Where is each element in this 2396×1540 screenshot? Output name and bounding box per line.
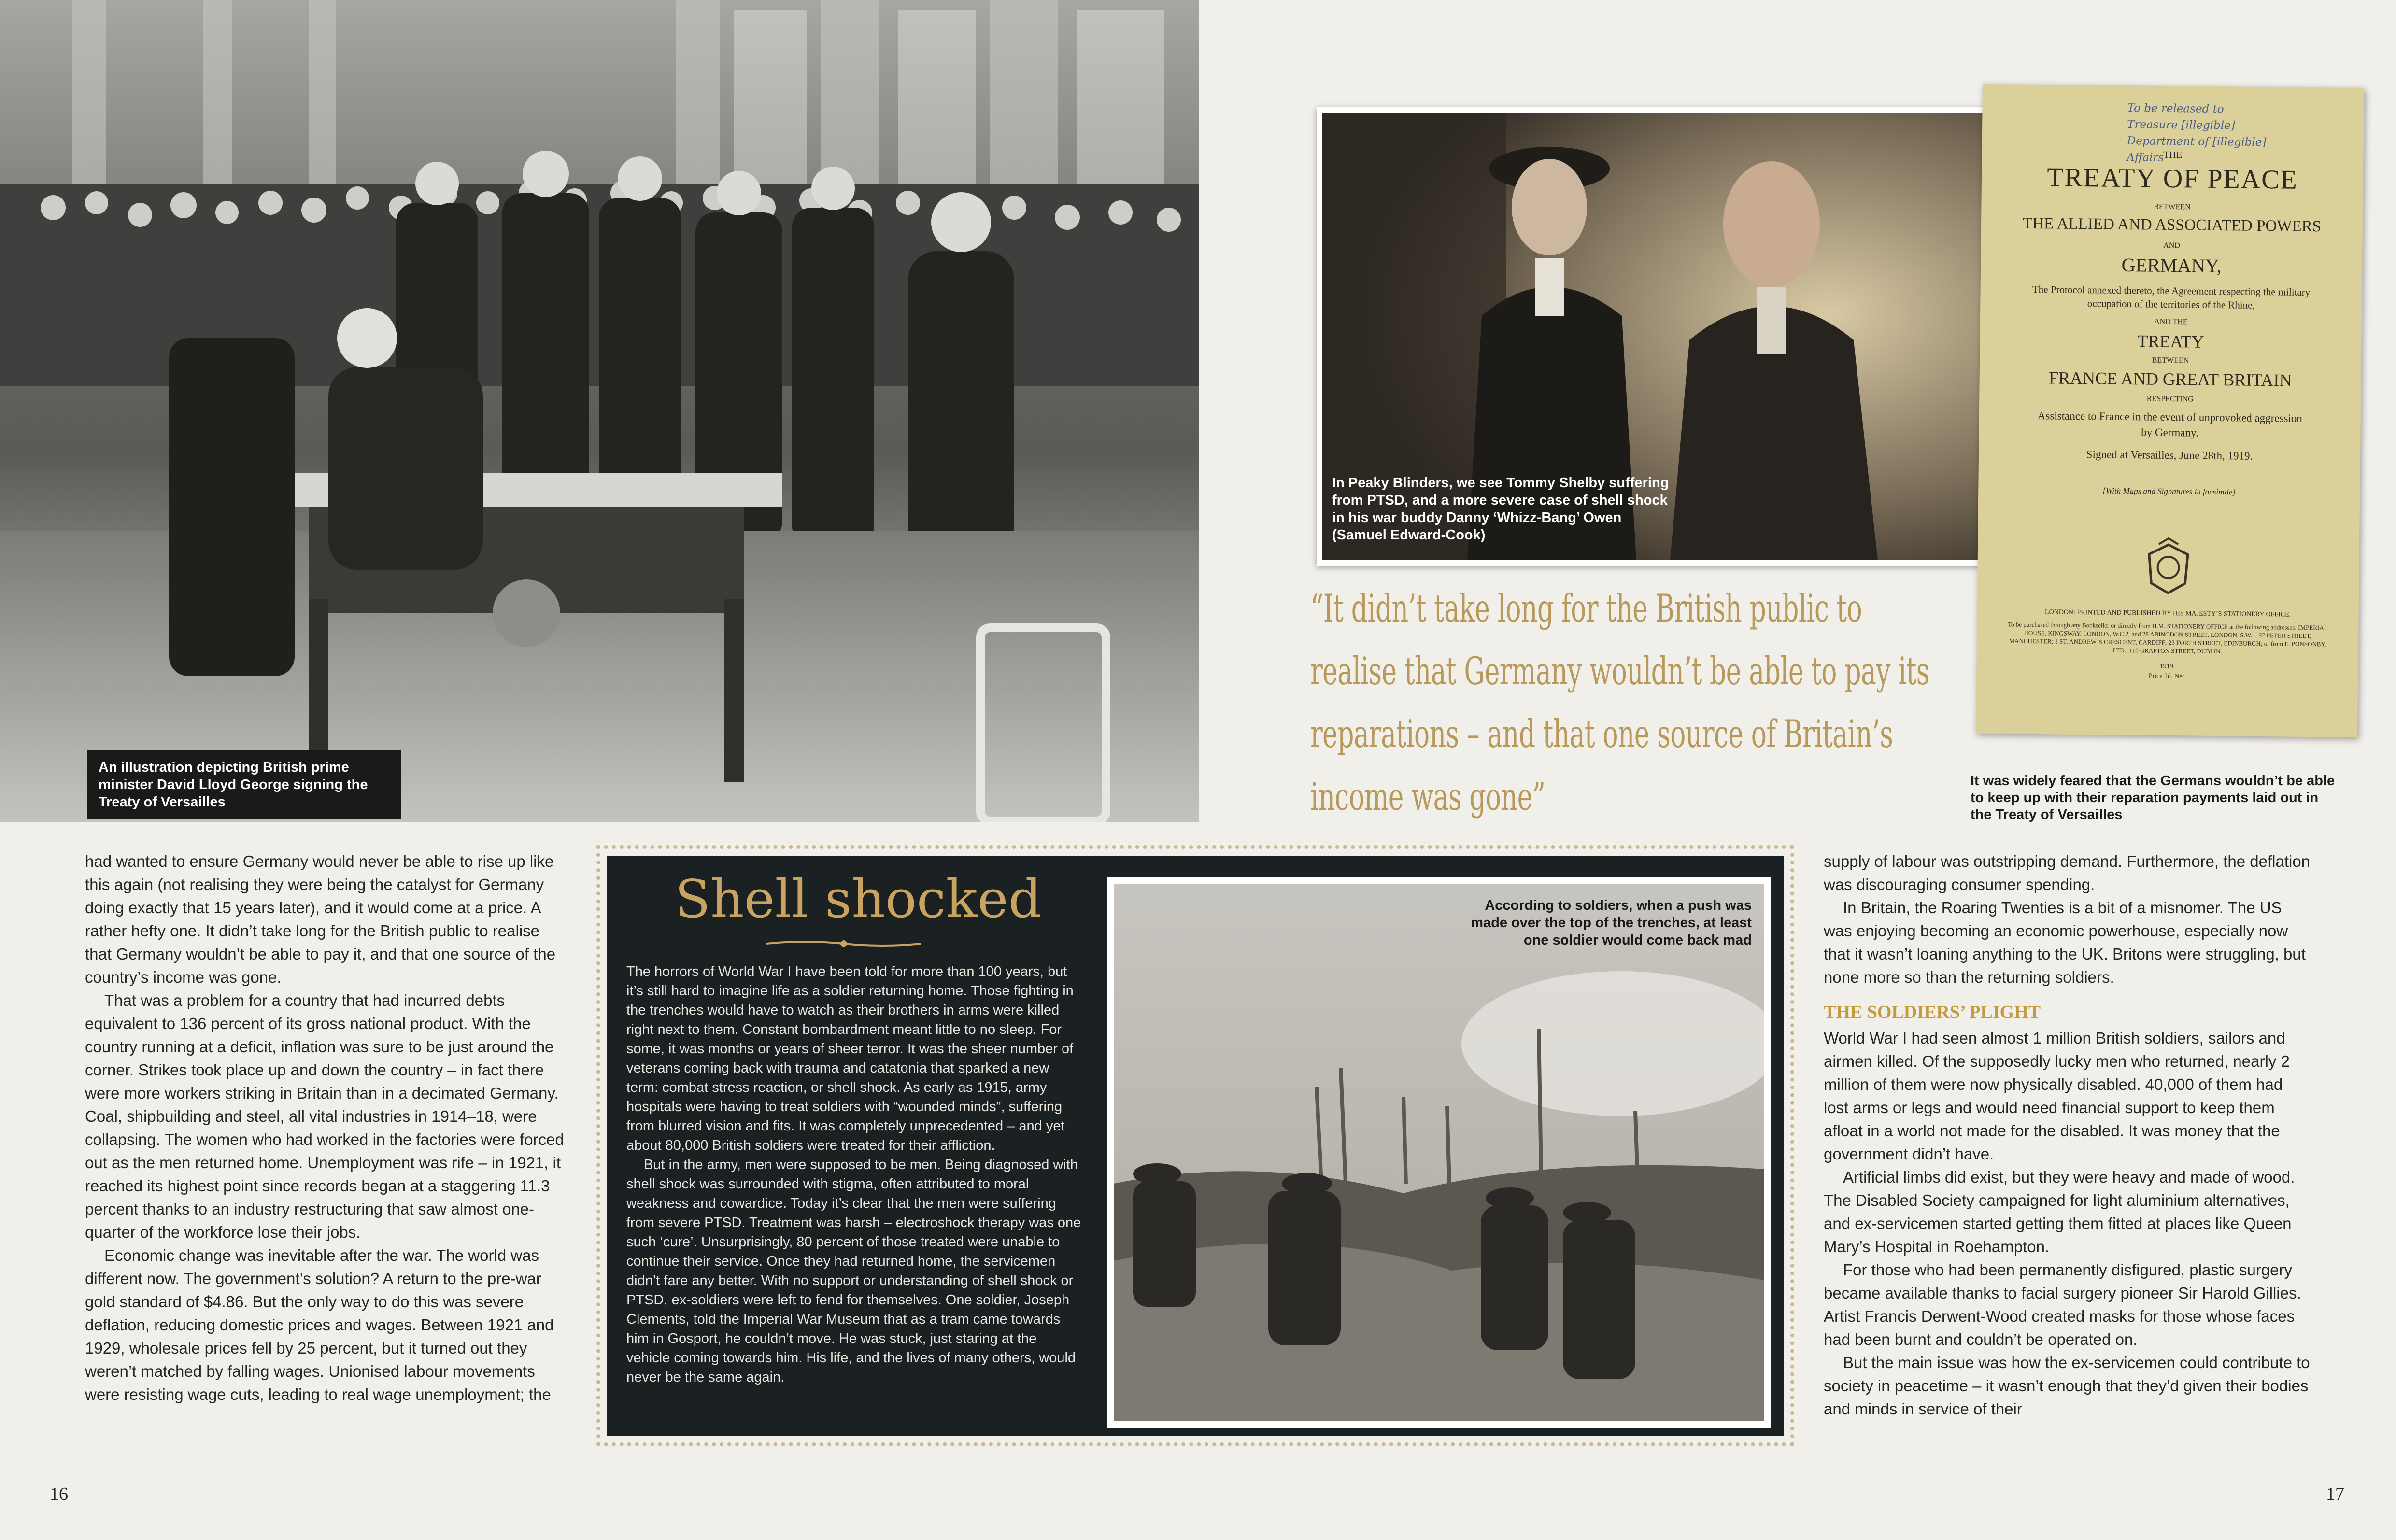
versailles-illustration [0, 0, 1199, 822]
shell-shocked-sidebar [596, 845, 1794, 1446]
royal-coat-of-arms-icon [2137, 537, 2200, 598]
sidebar-paragraph: But in the army, men were supposed to be men. Being diagnosed with shell shock was surrounded with stigma, often attributed to moral weakness and cowardice. Today it’s clear that the men were suffering from severe PTSD. Treatment was harsh – electroshock therapy was one such ‘cure’. Unsurprisingly, 80 percent of those treated were unable to continue their service. Once they had returned home, the servicemen didn’t fare any better. With no support or understanding of shell shock or PTSD, ex-soldiers were left to fend for themselves. One soldier, Joseph Clements, told the Imperial War Museum that as a tram came towards him in Gosport, he couldn’t move. He was stuck, just staring at the vehicle coming towards him. His life, and the lives of many others, would never be the same again. [626, 1157, 1081, 1385]
doc-treaty: TREATY [2137, 331, 2204, 352]
paragraph: But the main issue was how the ex-servicemen could contribute to society in peacetime – it wasn’t enough that they’d given their bodies and minds in service of their [1824, 1354, 2310, 1418]
paragraph: That was a problem for a country that had incurred debts equivalent to 136 percent of its gross national product. With the country running at a deficit, inflation was sure to be just around the corner. Strikes took place up and down the country – in fact there were more workers striking in Britain than in a decimated Germany. Coal, shipbuilding and steel, all vital industries in 1914–18, were collapsing. The women who had worked in the factories were forced out as the men returned home. Unemployment was rife – in 1921, it reached its highest point since records began at a staggering 11.3 percent thanks to an industry restructuring that saw almost one-quarter of the workforce lose their jobs. [85, 991, 564, 1241]
doc-protocol: The Protocol annexed thereto, the Agreement respecting the military occupation of the territories of the Rhine, [2032, 283, 2311, 311]
handwritten-line: To be released to [2127, 102, 2224, 116]
versailles-scene-art [0, 0, 1199, 822]
right-body-column [1824, 850, 2311, 1421]
handwritten-line: Department of [illegible] [2127, 135, 2267, 149]
pull-quote: “It didn’t take long for the British public to realise that Germany wouldn’t be able to pay its reparations – and that one source of Britain’s income was gone” [1310, 586, 1929, 819]
doc-and: AND [2163, 241, 2180, 250]
peaky-blinders-still [1317, 107, 2002, 566]
paragraph: supply of labour was outstripping demand. Furthermore, the deflation was discouraging consumer spending. [1824, 852, 2311, 893]
versailles-caption: An illustration depicting British prime minister David Lloyd George signing the Treaty of Versailles [87, 750, 401, 819]
title-ornament-icon [766, 938, 921, 949]
handwritten-line: Treasure [illegible] [2127, 118, 2235, 132]
doc-london: LONDON: PRINTED AND PUBLISHED BY HIS MAJESTY’S STATIONERY OFFICE. [2044, 608, 2291, 619]
page-number-left: 16 [50, 1484, 68, 1504]
doc-respecting: RESPECTING [2146, 395, 2194, 404]
doc-assistance: Assistance to France in the event of unprovoked aggression by Germany. [2037, 410, 2302, 439]
paragraph: Economic change was inevitable after the war. The world was different now. The government’s solution? A return to the pre-war gold standard of $4.86. But the only way to do this was severe deflation, reducing domestic prices and wages. Between 1921 and 1929, wholesale prices fell by 25 percent, but it turned out they weren’t matched by falling wages. Unionised labour movements were resisting wage cuts, leading to real wage unemployment; the [85, 1246, 554, 1403]
doc-title: TREATY OF PEACE [2046, 162, 2298, 195]
section-subhead: THE SOLDIERS’ PLIGHT [1824, 1002, 2041, 1022]
doc-between-2: BETWEEN [2152, 356, 2189, 365]
paragraph: had wanted to ensure Germany would never be able to rise up like this again (not realising they were being the catalyst for Germany doing exactly that 15 years later), and it would come at a price. A rather hefty one. It didn’t take long for the British public to realise that Germany wouldn’t be able to pay it, and that one source of the country’s income was gone. [85, 852, 556, 986]
trench-photo [1107, 877, 1771, 1428]
paragraph: Artificial limbs did exist, but they were heavy and made of wood. The Disabled Society campaigned for light aluminium alternatives, and ex-servicemen started getting them fitted at places like Queen Mary’s Hospital in Roehampton. [1824, 1168, 2295, 1256]
doc-year: 1919. [2159, 663, 2175, 671]
page-number-right: 17 [2326, 1484, 2344, 1504]
doc-signed: Signed at Versailles, June 28th, 1919. [2086, 448, 2253, 462]
trench-caption: According to soldiers, when a push was made over the top of the trenches, at least one soldier would come back mad [1471, 898, 1752, 948]
left-body-column [85, 850, 568, 1406]
handwritten-line: Affairs [2127, 151, 2164, 164]
treaty-document [1976, 84, 2364, 737]
paragraph: World War I had seen almost 1 million British soldiers, sailors and airmen killed. Of the supposedly lucky men who returned, nearly 2 million of them were now physically disabled. 40,000 of them had lost arms or legs and would need financial support to keep them afloat in a world not made for the disabled. It was money that the government didn’t have. [1824, 1029, 2290, 1163]
doc-germany: GERMANY, [2121, 254, 2222, 277]
doc-the: THE [2163, 149, 2183, 161]
treaty-caption: It was widely feared that the Germans wouldn’t be able to keep up with their reparation payments laid out in the Treaty of Versailles [1971, 773, 2335, 822]
doc-maps: [With Maps and Signatures in facsimile] [2102, 486, 2236, 497]
doc-france: FRANCE AND GREAT BRITAIN [2048, 368, 2292, 390]
doc-purchase: To be purchased through any Bookseller or directly from H.M. STATIONERY OFFICE at the following addresses: IMPERIAL HOUSE, KINGSWAY, LONDON, W.C.2, and 28 ABINGDON STREET, LONDON, S.W.1; 37 PETER STREET, MANCHESTER; 1 ST. ANDREW’S CRESCENT, CARDIFF; 23 FORTH STREET, EDINBURGH; or from E. PONSONBY, LTD., 116 GRAFTON STREET, DUBLIN. [2007, 621, 2328, 655]
paragraph: In Britain, the Roaring Twenties is a bit of a misnomer. The US was enjoying becoming an economic powerhouse, especially now that it wasn’t loaning anything to the UK. Britons were struggling, but none more so than the returning soldiers. [1824, 899, 2306, 986]
sidebar-panel [607, 856, 1784, 1436]
doc-and-the: AND THE [2154, 317, 2188, 326]
doc-price: Price 2d. Net. [2148, 672, 2186, 680]
sidebar-text [626, 962, 1083, 1387]
doc-between: BETWEEN [2154, 202, 2191, 212]
doc-parties: THE ALLIED AND ASSOCIATED POWERS [2022, 214, 2322, 236]
paragraph: For those who had been permanently disfigured, plastic surgery became available thanks to facial surgery pioneer Sir Harold Gillies. Artist Francis Derwent-Wood created masks for those whose faces had been burnt and couldn’t be operated on. [1824, 1261, 2301, 1348]
peaky-caption: In Peaky Blinders, we see Tommy Shelby suffering from PTSD, and a more severe case of shell shock in his war buddy Danny ‘Whizz-Bang’ Owen (Samuel Edward-Cook) [1332, 475, 1669, 543]
sidebar-paragraph: The horrors of World War I have been told for more than 100 years, but it’s still hard to imagine life as a soldier returning home. Those fighting in the trenches would have to watch as their brothers in arms were killed right next to them. Constant bombardment meant little to no sleep. For some, it was months or years of sheer terror. It was the sheer number of veterans coming back with trauma and catatonia that sparked a new term: combat stress reaction, or shell shock. As early as 1915, army hospitals were having to treat soldiers with “wounded minds”, suffering from blurred vision and fits. It was completely unprecedented – and yet about 80,000 British soldiers were treated for their affliction. [626, 964, 1074, 1153]
trench-scene-art [1114, 884, 1764, 1421]
sidebar-title: Shell shocked [675, 869, 1042, 930]
